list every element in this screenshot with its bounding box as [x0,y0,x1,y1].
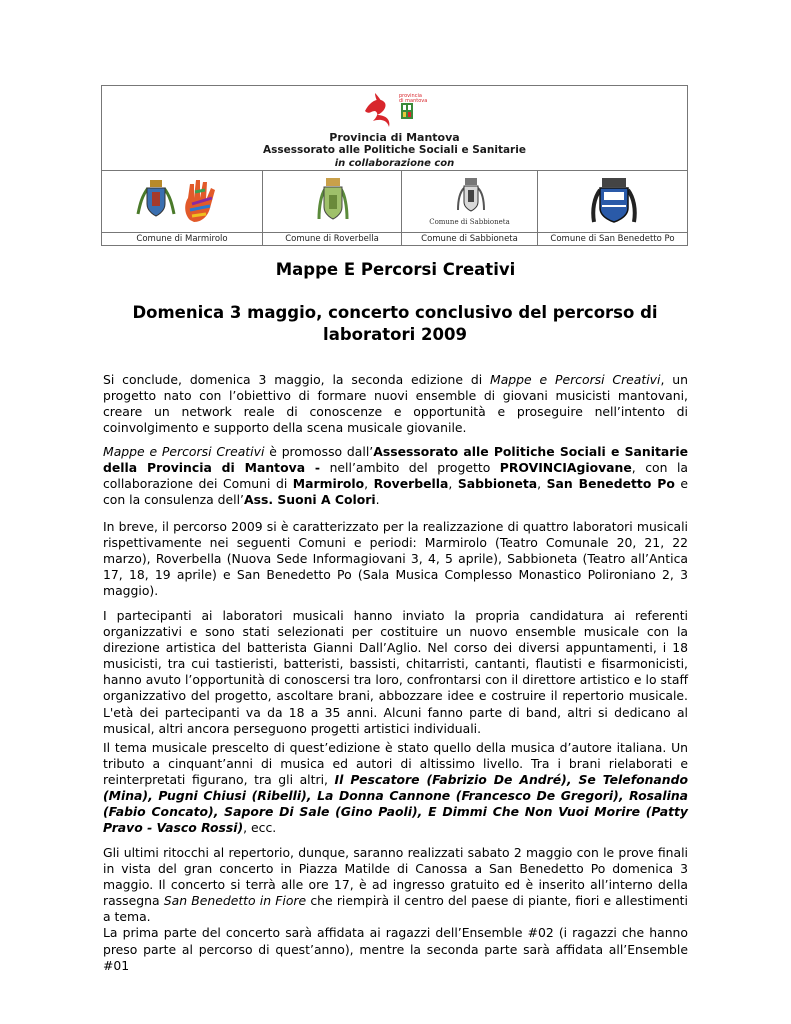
paragraph-intro: Si conclude, domenica 3 maggio, la seconda edizione di Mappe e Percorsi Creativi, un progetto nato con l’obiettivo di formare nuovi ensemble di giovani musicisti mantovani, creare un network reale di conoscenze e opportunità e proseguire nell’intento di coinvolgimento e supporto della scena musicale giovanile. [103,372,688,436]
province-name: Provincia di Mantova [329,131,460,144]
sabbioneta-crest [454,174,488,218]
paragraph-repertoire: Il tema musicale prescelto di quest’edizione è stato quello della musica d’autore italiana. Un tributo a cinquant’anni di musica ed autori di altissimo livello. Tra i brani rielaborati e reinterpretati figurano, tra gli altri, Il Pescatore (Fabrizio De André), Se Telefonando (Mina), Pugni Chiusi (Ribelli), La Donna Cannone (Francesco De Gregori), Rosalina (Fabio Concato), Sapore Di Sale (Gino Paoli), E Dimmi Che Non Vuoi Morire (Patty Pravo - Vasco Rossi), ecc. [103,740,688,836]
department-name: Assessorato alle Politiche Sociali e Sanitarie [263,144,526,156]
logo-lettering: provincia [399,93,422,99]
municipality-label: Comune di San Benedetto Po [538,232,687,245]
paragraph-concert: Gli ultimi ritocchi al repertorio, dunque, saranno realizzati sabato 2 maggio con le prove finali in vista del gran concerto in Piazza Matilde di Canossa a San Benedetto Po domenica 3 maggio. Il concerto si terrà alle ore 17, è ad ingresso gratuito ed è inserito all’interno della rassegna San Benedetto in Fiore che riempirà il centro del paese di piante, fiori e allestimenti a tema. La prima parte del concerto sarà affidata ai ragazzi dell’Ensemble #02 (i ragazzi che hanno preso parte al percorso di quest’anno), mentre la seconda parte sarà affidata all’Ensemble #01 [103,845,688,973]
roverbella-crest [313,173,353,229]
municipality-marmirolo [102,170,263,245]
municipality-roverbella [263,170,402,245]
municipality-label: Comune di Marmirolo [102,232,262,245]
provincia-di-mantova-logo [361,89,428,131]
municipality-san-benedetto-po [538,170,687,245]
paragraph-participants: I partecipanti ai laboratori musicali hanno inviato la propria candidatura ai referenti organizzativi e sono stati selezionati per costituire un nuovo ensemble musicale con la direzione artistica del batterista Gianni Dall’Aglio. Nel corso dei diversi appuntamenti, i 18 musicisti, tra cui tastieristi, batteristi, bassisti, chitarristi, cantanti, flautisti e fisarmonicisti, hanno avuto l’opportunità di conoscersi tra loro, confrontarsi con il direttore artistico e lo staff organizzativo del progetto, ascoltare brani, abbozzare idee e costruire il repertorio musicale. L'età dei partecipanti va da 18 a 35 anni. Alcuni fanno parte di band, altri si dedicano al musical, altri ancora perseguono progetti artistici individuali. [103,608,688,736]
collaboration-line: in collaborazione con [334,158,455,169]
marmirolo-crest-and-hand-logo [132,174,232,230]
document-subtitle: Domenica 3 maggio, concerto conclusivo del percorso di laboratori 2009 [132,303,658,344]
sabbioneta-crest-caption: Comune di Sabbioneta [429,218,510,226]
letterhead [101,85,688,246]
document-title: Mappe E Percorsi Creativi [275,260,516,279]
municipalities-row [102,170,687,245]
municipality-sabbioneta [402,170,538,245]
paragraph-workshops: In breve, il percorso 2009 si è caratterizzato per la realizzazione di quattro laboratori musicali rispettivamente nei seguenti Comuni e periodi: Marmirolo (Teatro Comunale 20, 21, 22 marzo), Roverbella (Nuova Sede Informagiovani 3, 4, 5 aprile), Sabbioneta (Teatro all’Antica 17, 18, 19 aprile) e San Benedetto Po (Sala Musica Complesso Monastico Polironiano 2, 3 maggio). [103,519,688,599]
municipality-label: Comune di Roverbella [263,232,401,245]
letterhead-header [102,86,687,171]
paragraph-promoters: Mappe e Percorsi Creativi è promosso dall’Assessorato alle Politiche Sociali e Sanitarie della Provincia di Mantova - nell’ambito del progetto PROVINCIAgiovane, con la collaborazione dei Comuni di Marmirolo, Roverbella, Sabbioneta, San Benedetto Po e con la consulenza dell’Ass. Suoni A Colori. [103,444,688,508]
san-benedetto-po-crest [588,172,640,230]
municipality-label: Comune di Sabbioneta [402,232,537,245]
svg-text:di mantova: di mantova [399,98,428,104]
